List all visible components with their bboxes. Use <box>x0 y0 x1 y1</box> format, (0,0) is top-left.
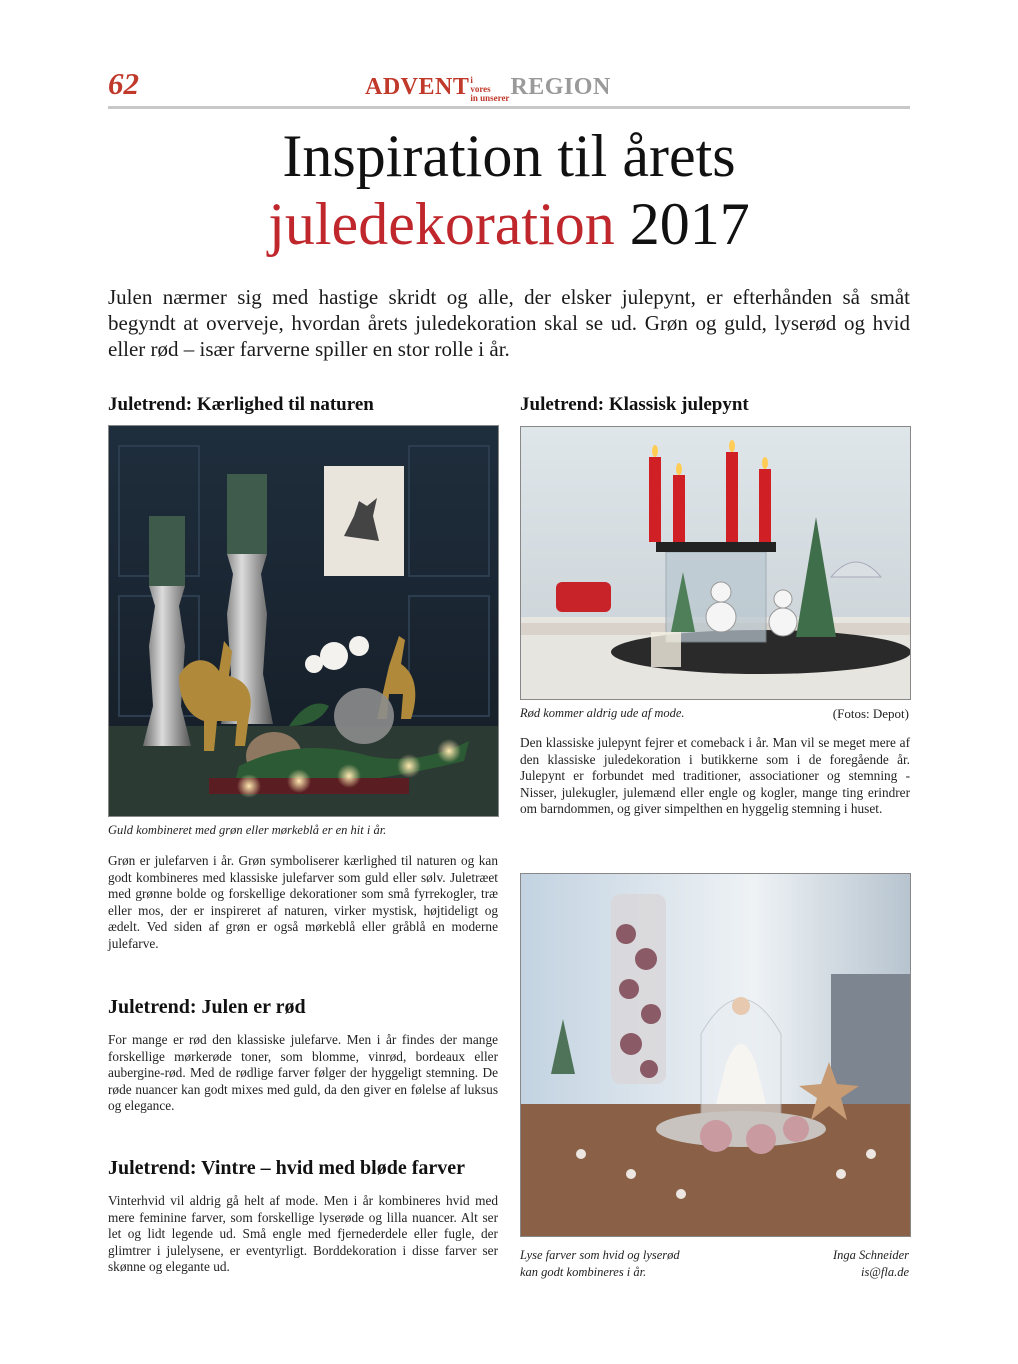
author-email: is@fla.de <box>861 1265 909 1279</box>
logo-region: REGION <box>510 74 611 100</box>
body-nature: Grøn er julefarven i år. Grøn symboliserer kærlighed til naturen og kan godt kombineres med klassiske julefarver som guld eller sølv. Juletræet med grønne bolde og forskellige dekorationer som små fyrrekogler, træ eller mos, der er inspireret af naturen, virker mystisk, højtideligt og ædelt. Ved siden af grøn er også mørkeblå eller gråblå en moderne julefarve. <box>108 853 498 951</box>
heading-red: Juletrend: Julen er rød <box>108 996 306 1018</box>
white-angel-illustration <box>521 874 910 1236</box>
logo-small-words: i vores in unserer <box>470 75 510 103</box>
section-logo <box>365 74 611 104</box>
body-classic: Den klassiske julepynt fejrer et comeback i år. Man vil se meget mere af den klassiske juledekoration i butikkerne som i de foregående år. Julepynt er forbundet med traditioner, associationer og stemning - Nisser, julekugler, julemænd eller engle og kogler, mange ting erindrer om barndommen, og giver simpelthen en hyggelig stemning i huset. <box>520 735 910 816</box>
author-name: Inga Schneider <box>832 1248 909 1262</box>
lead-paragraph: Julen nærmer sig med hastige skridt og alle, der elsker julepynt, er efterhånden så småt begyndt at overveje, hvordan årets juledekoration skal se ud. Grøn og guld, lyserød og hvid eller rød – især farverne spiller en stor rolle i år. <box>108 285 910 361</box>
photo-nature-candles <box>108 425 499 817</box>
page-number: 62 <box>108 66 139 101</box>
body-winter: Vinterhvid vil aldrig gå helt af mode. Men i år kombineres hvid med mere feminine farver, som forskellige lyserøde og lilla nuancer. Alt ser let og lidt legende ud. Små engle med fjernederdele eller fugle, der glimtrer i julelysene, er eventyrligt. Borddekoration i disse farver ser skønne og elegante ud. <box>108 1193 498 1274</box>
caption-classic: Rød kommer aldrig ude af mode. <box>520 706 685 720</box>
headline <box>108 122 910 258</box>
author-signature <box>760 1247 909 1281</box>
headline-red-word: juledekoration <box>268 191 615 257</box>
headline-year: 2017 <box>629 191 750 257</box>
headline-line2 <box>108 190 910 258</box>
heading-winter: Juletrend: Vintre – hvid med bløde farver <box>108 1157 466 1179</box>
caption-nature: Guld kombineret med grøn eller mørkeblå er en hit i år. <box>108 823 387 837</box>
nature-candles-illustration <box>109 426 498 816</box>
photo-white-angel-dome <box>520 873 911 1237</box>
heading-classic: Juletrend: Klassisk julepynt <box>520 394 749 415</box>
heading-nature: Juletrend: Kærlighed til naturen <box>108 394 374 415</box>
header-rule <box>108 106 910 109</box>
body-red: For mange er rød den klassiske julefarve. Men i år findes der mange forskellige mørkerøde toner, som blomme, vinrød, bordeaux eller aubergine-rød. Med de rødlige farver følger der hyggeligt stemning. De røde nuancer kan godt mixes med guld, da den giver en følelse af luksus og elegance. <box>108 1032 498 1113</box>
photo-classic-advent-wreath <box>520 426 911 700</box>
classic-wreath-illustration <box>521 427 910 699</box>
photo-credit: (Fotos: Depot) <box>832 706 909 721</box>
headline-line1: Inspiration til årets <box>282 123 736 189</box>
caption-white: Lyse farver som hvid og lyserød kan godt kombineres i år. <box>520 1248 680 1279</box>
logo-advent: ADVENT <box>365 74 470 100</box>
